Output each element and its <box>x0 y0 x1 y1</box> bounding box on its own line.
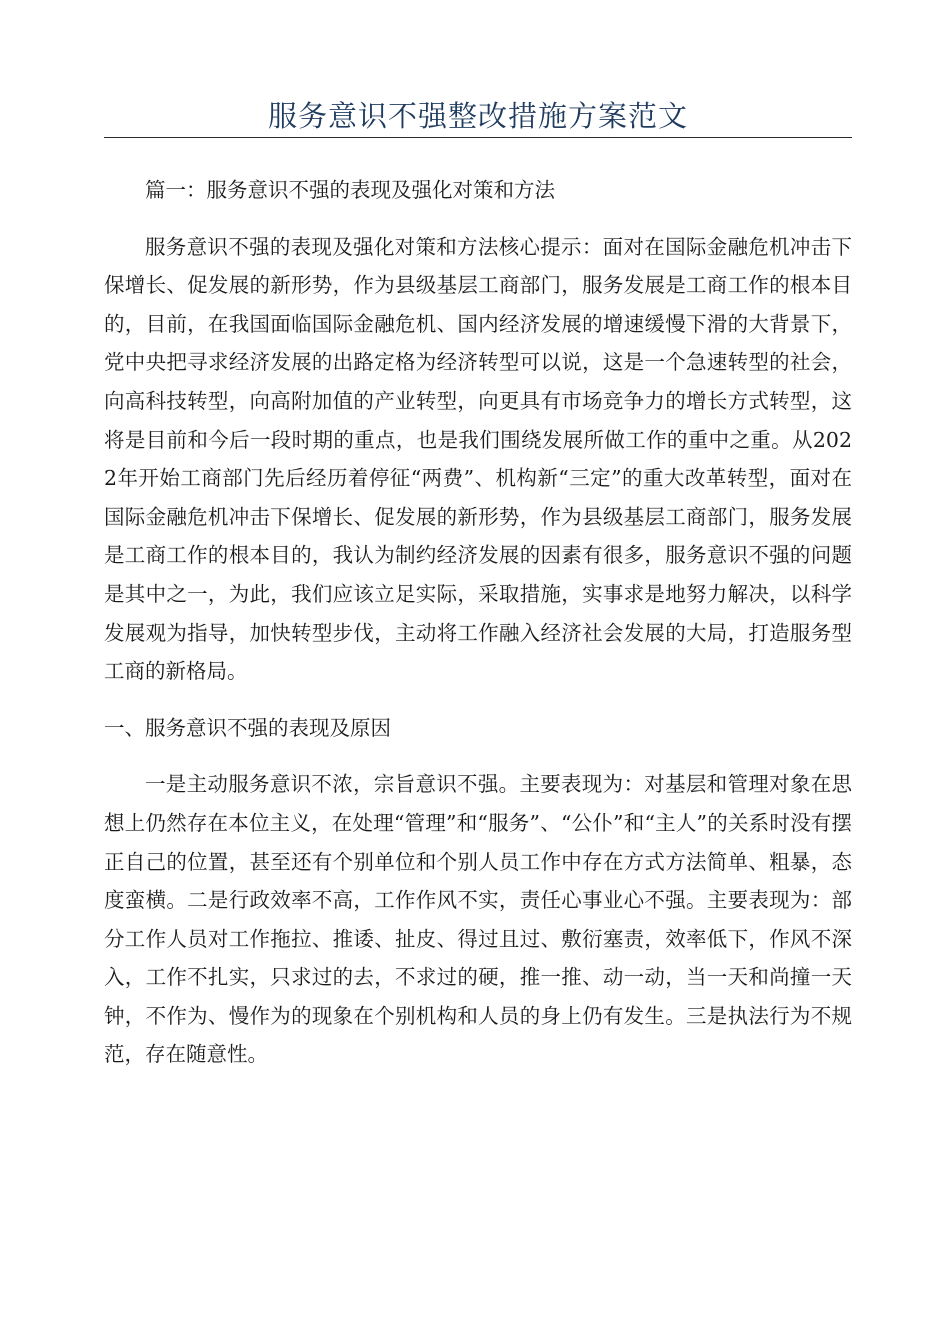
document-title: 服务意识不强整改措施方案范文 <box>267 99 688 133</box>
chapter-heading: 篇一：服务意识不强的表现及强化对策和方法 <box>145 178 555 202</box>
title-underline <box>104 137 852 138</box>
section-heading: 一、服务意识不强的表现及原因 <box>104 715 391 740</box>
intro-paragraph: 服务意识不强的表现及强化对策和方法核心提示：面对在国际金融危机冲击下保增长、促发展的新形势，作为县级基层工商部门，服务发展是工商工作的根本目的，目前，在我国面临国际金融危机、国内经济发展的增速缓慢下滑的大背景下，党中央把寻求经济发展的出路定格为经济转型可以说，这是一个急速转型的社会，向高科技转型，向高附加值的产业转型，向更具有市场竞争力的增长方式转型，这将是目前和今后一段时期的重点，也是我们围绕发展所做工作的重中之重。从2022年开始工商部门先后经历着停征“两费”、机构新“三定”的重大改革转型，面对在国际金融危机冲击下保增长、促发展的新形势，作为县级基层工商部门，服务发展是工商工作的根本目的，我认为制约经济发展的因素有很多，服务意识不强的问题是其中之一，为此，我们应该立足实际，采取措施，实事求是地努力解决，以科学发展观为指导，加快转型步伐，主动将工作融入经济社会发展的大局，打造服务型工商的新格局。 <box>104 234 852 684</box>
section-paragraph: 一是主动服务意识不浓，宗旨意识不强。主要表现为：对基层和管理对象在思想上仍然存在本位主义，在处理“管理”和“服务”、“公仆”和“主人”的关系时没有摆正自己的位置，甚至还有个别单位和个别人员工作中存在方式方法简单、粗暴，态度蛮横。二是行政效率不高，工作作风不实，责任心事业心不强。主要表现为：部分工作人员对工作拖拉、推诿、扯皮、得过且过、敷衍塞责，效率低下，作风不深入，工作不扎实，只求过的去，不求过的硬，推一推、动一动，当一天和尚撞一天钟，不作为、慢作为的现象在个别机构和人员的身上仍有发生。三是执法行为不规范，存在随意性。 <box>104 772 852 1067</box>
document-page <box>104 96 852 1074</box>
